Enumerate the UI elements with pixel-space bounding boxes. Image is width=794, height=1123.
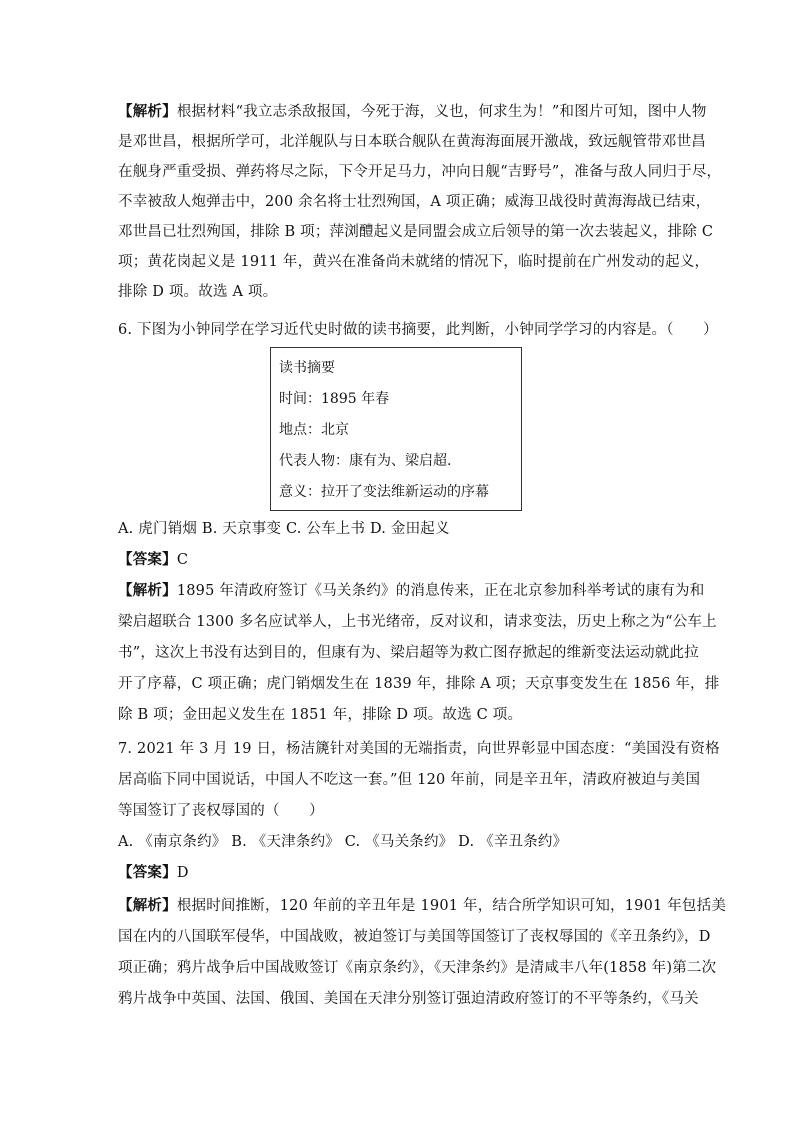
q7-options: A. 《南京条约》 B. 《天津条约》 C. 《马关条约》 D. 《辛丑条约》: [118, 834, 568, 850]
q7-analysis-line-4: 鸦片战争中英国、法国、俄国、美国在天津分别签订强迫清政府签订的不平等条约，《马关: [118, 991, 699, 1007]
reading-notes-meaning: 意义：拉开了变法维新运动的序幕: [279, 484, 489, 500]
q7-stem-line-3: 等国签订了丧权辱国的（ ）: [118, 803, 324, 819]
q5-analysis-line-2: 是邓世昌，根据所学可，北洋舰队与日本联合舰队在黄海海面展开激战，致远舰管带邓世昌: [118, 134, 706, 150]
q7-stem-line-1: 7. 2021 年 3 月 19 日，杨洁篪针对美国的无端指责，向世界彰显中国态度：“美国没有资格: [118, 741, 720, 757]
q5-analysis-line-5: 邓世昌已壮烈殉国，排除 B 项；萍浏醴起义是同盟会成立后领导的第一次去装起义，排除 C: [118, 224, 714, 240]
q7-stem-line-2: 居高临下同中国说话，中国人不吃这一套。”但 120 年前，同是辛丑年，清政府被迫与美国: [118, 772, 701, 788]
reading-notes-time: 时间：1895 年春: [279, 391, 390, 407]
q6-answer: [118, 550, 688, 570]
q6-analysis-line-3: 书”，这次上书没有达到目的，但康有为、梁启超等为救亡图存掀起的维新变法运动就此拉: [118, 645, 699, 661]
q6-analysis-line-2: 梁启超联合 1300 多名应试举人，上书光绪帝，反对议和，请求变法，历史上称之为“公车上: [118, 614, 717, 630]
reading-notes-place: 地点：北京: [279, 422, 349, 438]
analysis-tag: 【解析】: [118, 898, 177, 914]
answer-value: D: [176, 865, 189, 881]
q7-analysis-line-1: 【解析】根据时间推断，120 年前的辛丑年是 1901 年，结合所学知识可知，1901 年包括美: [118, 898, 727, 914]
q7-analysis-line-2: 国在内的八国联军侵华，中国战败，被迫签订与美国等国签订了丧权辱国的《辛丑条约》，D: [118, 929, 711, 945]
answer-value: C: [176, 552, 189, 568]
q5-analysis-line-7: 排除 D 项。故选 A 项。: [118, 284, 278, 300]
reading-notes-box: [270, 347, 522, 511]
q5-analysis-line-4: 不幸被敌人炮弹击中，200 余名将士壮烈殉国，A 项正确；威海卫战役时黄海海战已结束，: [118, 194, 711, 210]
q6-options: A. 虎门销烟 B. 天京事变 C. 公车上书 D. 金田起义: [118, 521, 450, 537]
q6-analysis-line-1: 【解析】1895 年清政府签订《马关条约》的消息传来，正在北京参加科举考试的康有为和: [118, 583, 705, 599]
q6-analysis-line-5: 除 B 项；金田起义发生在 1851 年，排除 D 项。故选 C 项。: [118, 707, 523, 723]
answer-tag: 【答案】: [118, 552, 177, 568]
reading-notes-title: 读书摘要: [279, 360, 335, 376]
q5-analysis-line-1: 【解析】根据材料“我立志杀敌报国，今死于海，义也，何求生为！”和图片可知，图中人物: [118, 104, 707, 120]
reading-notes-people: 代表人物：康有为、梁启超.: [279, 453, 452, 469]
q7-answer: [118, 863, 688, 883]
q7-analysis-line-3: 项正确；鸦片战争后中国战败签订《南京条约》，《天津条约》是清咸丰八年(1858 年)第二次: [118, 960, 717, 976]
analysis-tag: 【解析】: [118, 104, 177, 120]
answer-tag: 【答案】: [118, 865, 177, 881]
analysis-tag: 【解析】: [118, 583, 177, 599]
q5-analysis-line-6: 项；黄花岗起义是 1911 年，黄兴在准备尚未就绪的情况下，临时提前在广州发动的起义，: [118, 254, 710, 270]
q6-stem: 6. 下图为小钟同学在学习近代史时做的读书摘要，此判断，小钟同学学习的内容是。（ ）: [118, 322, 718, 338]
q6-analysis-line-4: 开了序幕，C 项正确；虎门销烟发生在 1839 年，排除 A 项；天京事变发生在 1856 年，排: [118, 676, 720, 692]
q5-analysis-line-3: 在舰身严重受损、弹药将尽之际，下令开足马力，冲向日舰“吉野号”，准备与敌人同归于尽，: [118, 164, 722, 180]
